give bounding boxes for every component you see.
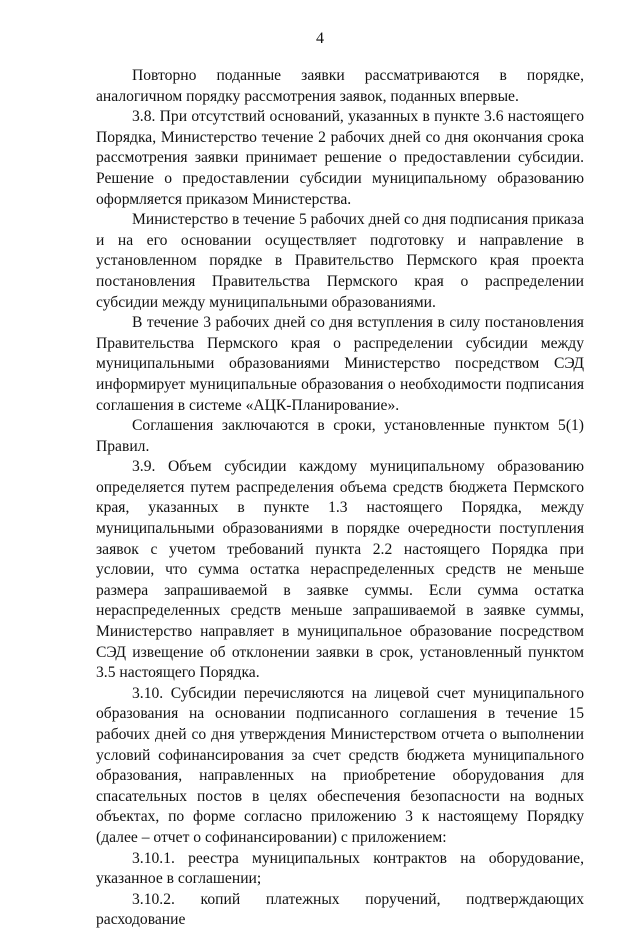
document-body	[96, 66, 584, 931]
paragraph-repeat-applications: Повторно поданные заявки рассматриваются в порядке, аналогичном порядку рассмотрения заявок, поданных впервые.	[96, 67, 584, 105]
paragraph-3-10-2: 3.10.2. копий платежных поручений, подтверждающих расходование	[96, 890, 584, 929]
paragraph-3-8: 3.8. При отсутствий оснований, указанных в пункте 3.6 настоящего Порядка, Министерство течение 2 рабочих дней со дня окончания срока рассмотрения заявки принимает решение о предоставлении субсидии. Решение о предоставлении субсидии муниципальному образованию оформляется приказом Министерства.	[96, 108, 584, 208]
paragraph-3-10: 3.10. Субсидии перечисляются на лицевой счет муниципального образования на основании подписанного соглашения в течение 15 рабочих дней со дня утверждения Министерством отчета о выполнении условий софинансирования за счет средств бюджета муниципального образования, направленных на приобретение оборудования для спасательных постов в целях обеспечения безопасности на водных объектах, по форме согласно приложению 3 к настоящему Порядку (далее – отчет о софинансировании) с приложением:	[96, 684, 584, 846]
page-number: 4	[316, 30, 324, 47]
paragraph-3-10-1: 3.10.1. реестра муниципальных контрактов на оборудование, указанное в соглашении;	[96, 849, 584, 888]
paragraph-agreements: Соглашения заключаются в сроки, установленные пунктом 5(1) Правил.	[96, 417, 584, 455]
paragraph-resolution-notice: В течение 3 рабочих дней со дня вступления в силу постановления Правительства Пермского края о распределении субсидии между муниципальными образованиями Министерство посредством СЭД информирует муниципальные образования о необходимости подписания соглашения в системе «АЦК-Планирование».	[96, 314, 584, 414]
paragraph-3-9: 3.9. Объем субсидии каждому муниципальному образованию определяется путем распределения объема средств бюджета Пермского края, указанных в пункте 1.3 настоящего Порядка, между муниципальными образованиями в порядке очередности поступления заявок с учетом требований пункта 2.2 настоящего Порядка при условии, что сумма остатка нераспределенных средств не меньше размера запрашиваемой в заявке суммы. Если сумма остатка нераспределенных средств меньше запрашиваемой в заявке суммы, Министерство направляет в муниципальное образование посредством СЭД извещение об отклонении заявки в срок, установленный пунктом 3.5 настоящего Порядка.	[96, 458, 584, 682]
paragraph-ministry-order: Министерство в течение 5 рабочих дней со дня подписания приказа и на его основании осуществляет подготовку и направление в установленном порядке в Правительство Пермского края проекта постановления Правительства Пермского края о распределении субсидии между муниципальными образованиями.	[96, 211, 584, 311]
